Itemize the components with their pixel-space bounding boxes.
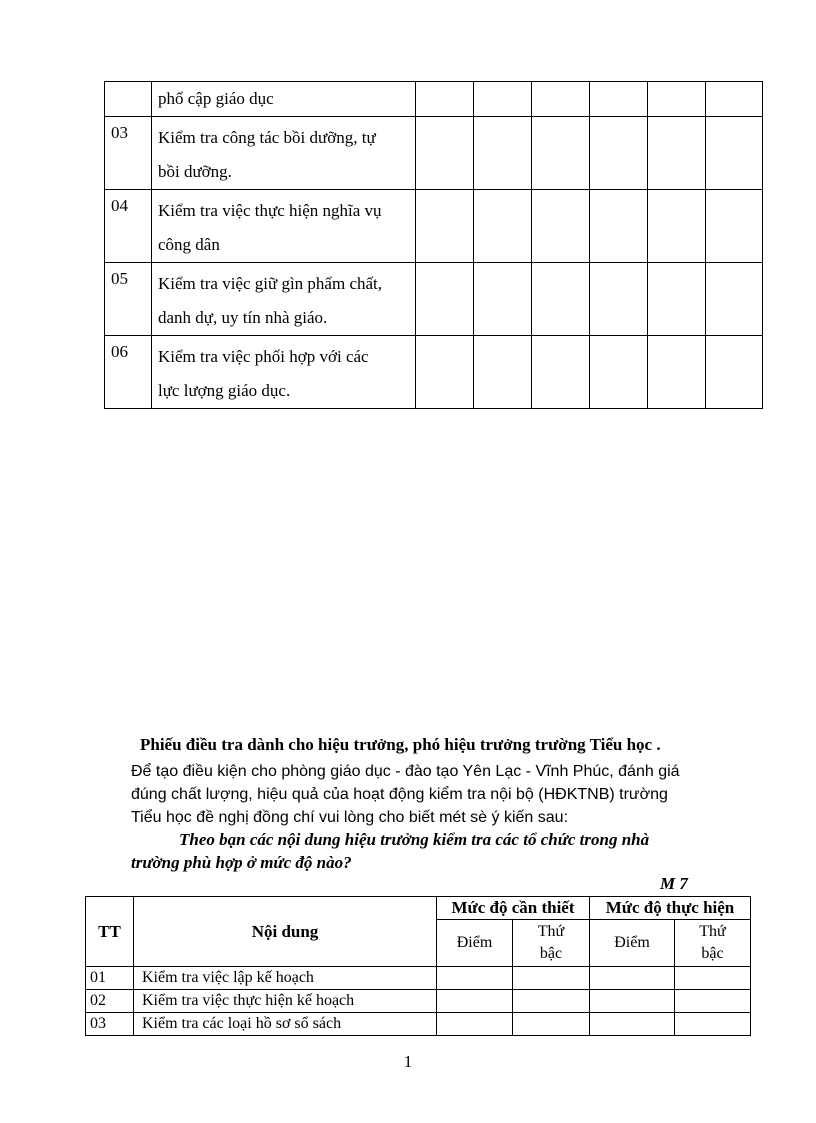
row-content — [152, 263, 416, 336]
empty-cell — [532, 117, 590, 190]
survey-intro — [131, 760, 731, 829]
empty-cell — [590, 990, 675, 1013]
row-content-line: bồi dưỡng. — [158, 162, 232, 181]
empty-cell — [416, 336, 474, 409]
empty-cell — [590, 336, 648, 409]
header-score: Điểm — [590, 920, 675, 967]
empty-cell — [474, 336, 532, 409]
row-content: Kiểm tra các loại hồ sơ sổ sách — [134, 1013, 437, 1036]
survey-title: Phiếu điều tra dành cho hiệu trưởng, phó hiệu trưởng trường Tiểu học . — [140, 735, 661, 754]
row-number: 06 — [105, 336, 152, 409]
empty-cell — [648, 263, 706, 336]
empty-cell — [474, 190, 532, 263]
empty-cell — [675, 967, 751, 990]
row-content: Kiểm tra việc lập kế hoạch — [134, 967, 437, 990]
empty-cell — [532, 336, 590, 409]
empty-cell — [416, 82, 474, 117]
empty-cell — [513, 1013, 590, 1036]
row-number — [105, 82, 152, 117]
table-row — [86, 990, 751, 1013]
table-row — [105, 263, 763, 336]
form-code: M 7 — [660, 874, 688, 893]
empty-cell — [648, 190, 706, 263]
empty-cell — [648, 117, 706, 190]
empty-cell — [675, 990, 751, 1013]
table-row — [105, 117, 763, 190]
empty-cell — [648, 336, 706, 409]
row-number: 04 — [105, 190, 152, 263]
empty-cell — [532, 190, 590, 263]
question-line: Theo bạn các nội dung hiệu trưởng kiểm tra các tổ chức trong nhà — [179, 830, 650, 849]
survey-question — [131, 828, 731, 874]
empty-cell — [532, 263, 590, 336]
header-rank — [513, 920, 590, 967]
empty-cell — [706, 82, 763, 117]
row-content-line: lực lượng giáo dục. — [158, 381, 291, 400]
table-row — [105, 336, 763, 409]
empty-cell — [416, 190, 474, 263]
survey-table — [85, 896, 751, 1036]
row-content-line: phổ cập giáo dục — [158, 89, 274, 108]
empty-cell — [437, 1013, 513, 1036]
empty-cell — [706, 117, 763, 190]
table-row — [105, 190, 763, 263]
row-content-line: Kiểm tra việc thực hiện nghĩa vụ — [158, 201, 382, 220]
empty-cell — [706, 263, 763, 336]
question-line: trường phù hợp ở mức độ nào? — [131, 853, 352, 872]
empty-cell — [675, 1013, 751, 1036]
page-number: 1 — [403, 1052, 413, 1071]
table-row — [86, 1013, 751, 1036]
empty-cell — [590, 263, 648, 336]
header-implementation: Mức độ thực hiện — [590, 897, 751, 920]
empty-cell — [416, 263, 474, 336]
row-content-line: công dân — [158, 235, 220, 254]
empty-cell — [590, 190, 648, 263]
row-content — [152, 117, 416, 190]
empty-cell — [706, 190, 763, 263]
row-content-line: danh dự, uy tín nhà giáo. — [158, 308, 328, 327]
header-rank-line: bậc — [539, 945, 563, 962]
row-content — [152, 190, 416, 263]
header-content: Nội dung — [134, 897, 437, 967]
intro-line: đúng chất lượng, hiệu quả của hoạt động kiểm tra nội bộ (HĐKTNB) trường — [131, 786, 668, 803]
header-rank-line: bậc — [701, 945, 724, 962]
header-necessity: Mức độ cần thiết — [437, 897, 590, 920]
empty-cell — [513, 990, 590, 1013]
row-content — [152, 336, 416, 409]
empty-cell — [437, 990, 513, 1013]
row-number: 01 — [86, 967, 134, 990]
empty-cell — [648, 82, 706, 117]
header-rank-line: Thứ — [699, 923, 726, 940]
empty-cell — [474, 82, 532, 117]
empty-cell — [590, 967, 675, 990]
header-rank-line: Thứ — [537, 923, 565, 940]
header-score: Điểm — [437, 920, 513, 967]
row-content — [152, 82, 416, 117]
empty-cell — [532, 82, 590, 117]
row-number: 03 — [86, 1013, 134, 1036]
empty-cell — [416, 117, 474, 190]
header-tt: TT — [86, 897, 134, 967]
empty-cell — [706, 336, 763, 409]
row-content: Kiểm tra việc thực hiện kế hoạch — [134, 990, 437, 1013]
intro-line: Để tạo điều kiện cho phòng giáo dục - đào tạo Yên Lạc - Vĩnh Phúc, đánh giá — [131, 763, 680, 780]
header-rank — [675, 920, 751, 967]
row-number: 02 — [86, 990, 134, 1013]
table-row — [105, 82, 763, 117]
table-row — [86, 967, 751, 990]
header-row — [86, 897, 751, 920]
intro-line: Tiểu học đề nghị đồng chí vui lòng cho biết mét sè ý kiến sau: — [131, 809, 569, 826]
empty-cell — [590, 117, 648, 190]
empty-cell — [590, 82, 648, 117]
row-content-line: Kiểm tra việc phối hợp với các — [158, 347, 369, 366]
evaluation-table-continued — [104, 81, 763, 409]
row-content-line: Kiểm tra công tác bồi dưỡng, tự — [158, 128, 376, 147]
empty-cell — [474, 117, 532, 190]
empty-cell — [474, 263, 532, 336]
row-number: 03 — [105, 117, 152, 190]
empty-cell — [590, 1013, 675, 1036]
empty-cell — [437, 967, 513, 990]
row-number: 05 — [105, 263, 152, 336]
row-content-line: Kiểm tra việc giữ gìn phẩm chất, — [158, 274, 383, 293]
empty-cell — [513, 967, 590, 990]
